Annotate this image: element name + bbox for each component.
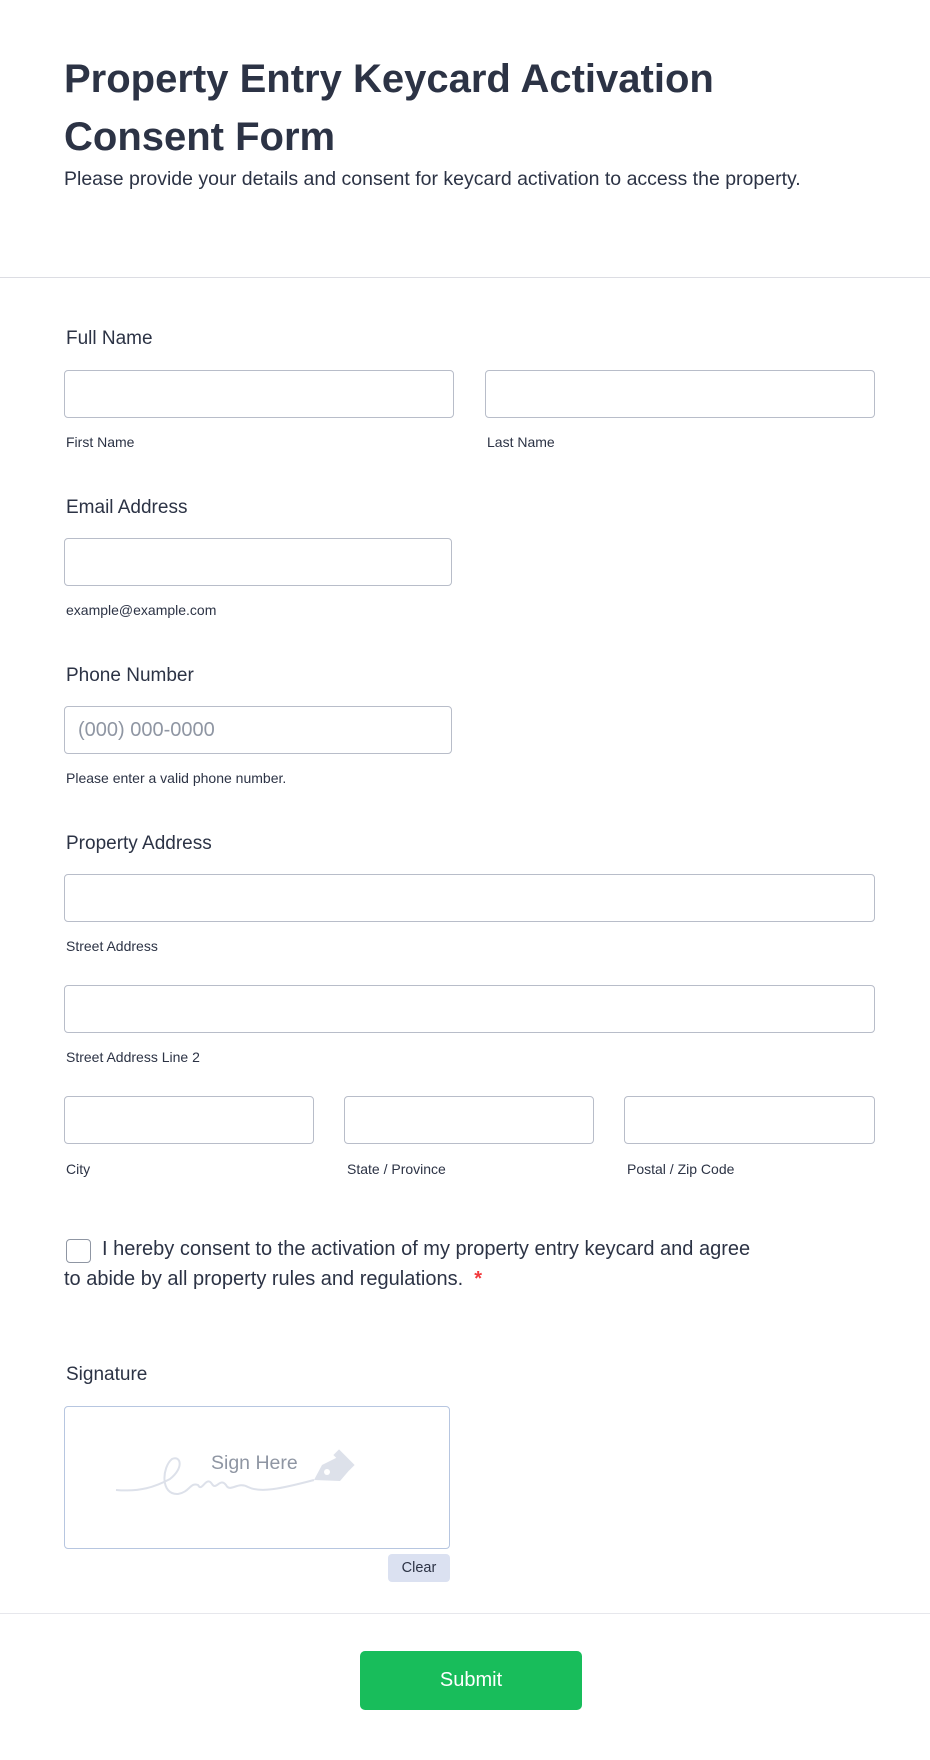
page-title: Property Entry Keycard Activation Consent Form xyxy=(64,57,714,159)
consent-label: I hereby consent to the activation of my property entry keycard and agree to abide by all property rules and regulations. xyxy=(64,1238,751,1290)
page-subtitle: Please provide your details and consent for keycard activation to access the property. xyxy=(64,168,801,190)
state-input[interactable] xyxy=(344,1096,594,1144)
street-address-line2-input[interactable] xyxy=(64,985,875,1033)
last-name-input[interactable] xyxy=(485,370,875,418)
required-mark: * xyxy=(474,1268,483,1290)
last-name-sublabel: Last Name xyxy=(487,434,555,450)
street-address-line2-sublabel: Street Address Line 2 xyxy=(66,1049,200,1065)
street-address-sublabel: Street Address xyxy=(66,938,158,954)
first-name-sublabel: First Name xyxy=(66,434,135,450)
street-address-input[interactable] xyxy=(64,874,875,922)
state-sublabel: State / Province xyxy=(347,1161,446,1177)
email-hint: example@example.com xyxy=(66,602,217,618)
submit-button[interactable]: Submit xyxy=(360,1651,582,1710)
sign-here-placeholder: Sign Here xyxy=(211,1452,298,1474)
full-name-label: Full Name xyxy=(66,328,153,349)
signature-pen-icon xyxy=(110,1447,400,1517)
consent-text xyxy=(64,1234,764,1294)
signature-pad[interactable] xyxy=(64,1406,450,1549)
address-label: Property Address xyxy=(66,833,212,854)
city-sublabel: City xyxy=(66,1161,91,1177)
clear-signature-button[interactable]: Clear xyxy=(388,1554,450,1582)
phone-input[interactable] xyxy=(64,706,452,754)
first-name-input[interactable] xyxy=(64,370,454,418)
divider xyxy=(0,277,930,278)
footer-divider xyxy=(0,1613,930,1614)
phone-hint: Please enter a valid phone number. xyxy=(66,770,287,786)
email-input[interactable] xyxy=(64,538,452,586)
email-label: Email Address xyxy=(66,497,188,518)
phone-label: Phone Number xyxy=(66,665,194,686)
zip-input[interactable] xyxy=(624,1096,875,1144)
zip-sublabel: Postal / Zip Code xyxy=(627,1161,735,1177)
signature-label: Signature xyxy=(66,1364,148,1385)
city-input[interactable] xyxy=(64,1096,314,1144)
